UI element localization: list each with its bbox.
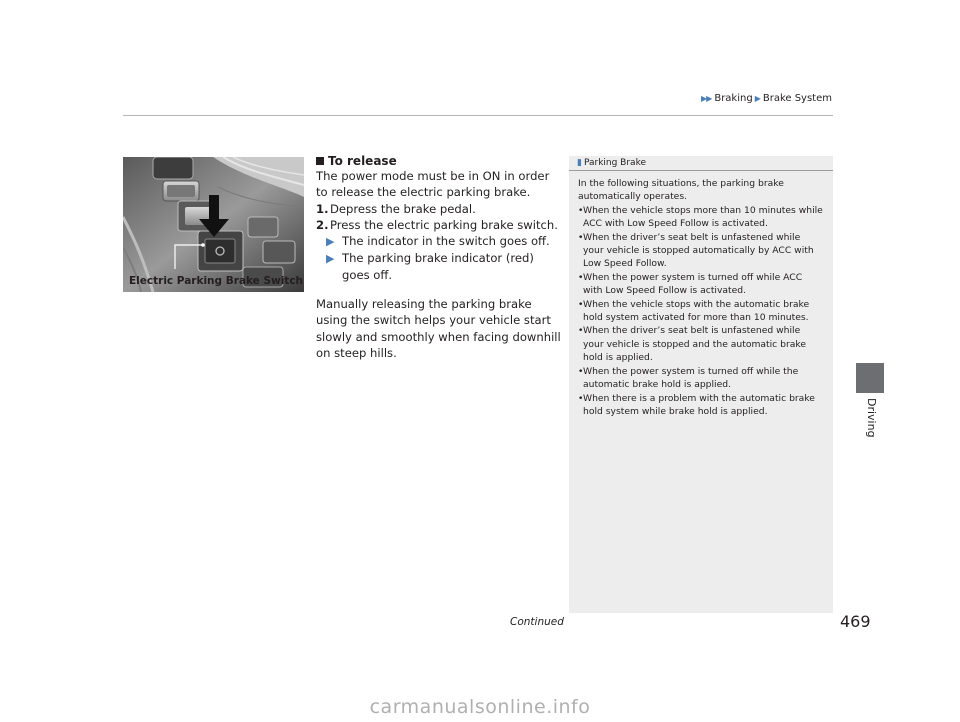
result-item bbox=[316, 233, 561, 250]
reference-icon: ▮ bbox=[577, 158, 582, 168]
closing-text: Manually releasing the parking brake using the switch helps your vehicle start slowly and smoothly when facing downhill on steep hills. bbox=[316, 297, 561, 360]
note-bullet-text: When the driver’s seat belt is unfastened while your vehicle is stopped automatically by ACC with Low Speed Follow. bbox=[583, 231, 814, 270]
step-text: Press the electric parking brake switch. bbox=[330, 217, 558, 232]
note-bullet-text: When the vehicle stops more than 10 minutes while ACC with Low Speed Follow is activated. bbox=[583, 204, 823, 230]
breadcrumb-braking[interactable]: Braking bbox=[714, 93, 753, 104]
note-bullet bbox=[578, 365, 823, 392]
step-1 bbox=[316, 201, 561, 217]
main-content bbox=[316, 154, 561, 361]
note-bullet-text: When the power system is turned off while the automatic brake hold is applied. bbox=[583, 365, 799, 391]
header-rule bbox=[123, 115, 833, 116]
step-text: Depress the brake pedal. bbox=[330, 201, 476, 216]
note-bullet-text: When the vehicle stops with the automatic brake hold system activated for more than 10 minutes. bbox=[583, 298, 810, 324]
note-bullet bbox=[578, 204, 823, 231]
note-body bbox=[569, 171, 833, 418]
note-bullet-text: When there is a problem with the automatic brake hold system while brake hold is applied. bbox=[583, 392, 815, 417]
result-item bbox=[316, 250, 561, 283]
square-bullet-icon bbox=[316, 157, 324, 165]
bullet-icon: • bbox=[578, 204, 584, 216]
note-bullet bbox=[578, 298, 823, 325]
parking-brake-photo bbox=[123, 157, 304, 292]
bullet-icon: • bbox=[578, 271, 584, 283]
note-bullet bbox=[578, 271, 823, 298]
continued-label: Continued bbox=[510, 616, 564, 628]
bullet-icon: • bbox=[578, 365, 584, 377]
section-tab-label: Driving bbox=[865, 398, 878, 438]
result-arrow-icon: ▶ bbox=[326, 235, 335, 249]
section-tab[interactable] bbox=[856, 363, 884, 393]
result-text: The indicator in the switch goes off. bbox=[342, 234, 550, 249]
step-number: 2. bbox=[316, 217, 329, 232]
note-bullet-text: When the power system is turned off while ACC with Low Speed Follow is activated. bbox=[583, 271, 803, 297]
note-header bbox=[569, 156, 833, 171]
section-heading bbox=[316, 154, 561, 168]
arrow-icon: ▶ bbox=[754, 93, 761, 103]
intro-text: The power mode must be in ON in order to release the electric parking brake. bbox=[316, 169, 550, 200]
result-arrow-icon: ▶ bbox=[326, 252, 335, 266]
bullet-icon: • bbox=[578, 231, 584, 243]
section-heading-text: To release bbox=[328, 154, 397, 168]
breadcrumb-brake-system[interactable]: Brake System bbox=[762, 93, 832, 104]
arrow-shaft bbox=[209, 195, 219, 223]
double-arrow-icon: ▶ bbox=[701, 93, 708, 103]
watermark: carmanualsonline.info bbox=[369, 696, 591, 718]
note-bullet bbox=[578, 324, 823, 364]
bullet-icon: • bbox=[578, 392, 584, 404]
note-box bbox=[569, 156, 833, 613]
figure-caption: Electric Parking Brake Switch bbox=[129, 275, 304, 287]
note-bullet-text: When the driver’s seat belt is unfastened while your vehicle is stopped and the automatic brake hold is applied. bbox=[583, 325, 807, 364]
step-2 bbox=[316, 217, 561, 233]
note-title: Parking Brake bbox=[583, 158, 646, 168]
result-text: The parking brake indicator (red) goes off. bbox=[342, 251, 534, 282]
console-illustration bbox=[123, 157, 304, 292]
breadcrumb bbox=[701, 93, 832, 104]
note-bullet bbox=[578, 231, 823, 271]
page-number: 469 bbox=[840, 612, 871, 631]
note-bullet bbox=[578, 392, 823, 419]
double-arrow-icon: ▶ bbox=[706, 93, 713, 103]
bullet-icon: • bbox=[578, 325, 584, 337]
bullet-icon: • bbox=[578, 298, 584, 310]
note-intro: In the following situations, the parking brake automatically operates. bbox=[578, 178, 784, 203]
step-number: 1. bbox=[316, 201, 329, 216]
